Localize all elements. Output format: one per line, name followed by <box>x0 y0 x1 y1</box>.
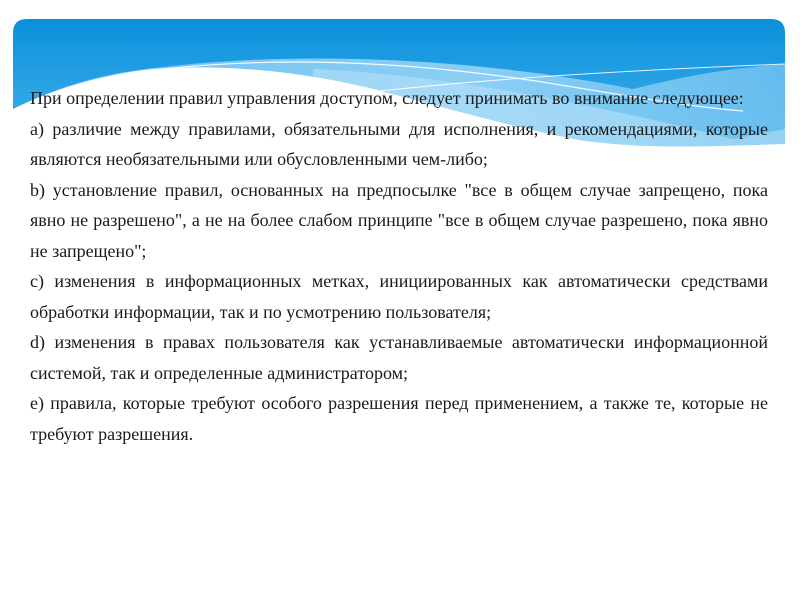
list-item-a: a) различие между правилами, обязательными для исполнения, и рекомендациями, которые являются необязательными или обусловленными чем-либо; <box>30 118 768 169</box>
list-item-b: b) установление правил, основанных на предпосылке "все в общем случае запрещено, пока явно не разрешено", а не на более слабом принципе "все в общем случае разрешено, пока явно не запрещено"; <box>30 179 768 261</box>
slide-body <box>30 83 768 449</box>
intro-paragraph: При определении правил управления доступом, следует принимать во внимание следующее: <box>30 88 744 108</box>
list-item-d: d) изменения в правах пользователя как устанавливаемые автоматически информационной системой, так и определенные администратором; <box>30 332 768 383</box>
list-item-e: e) правила, которые требуют особого разрешения перед применением, а также те, которые не требуют разрешения. <box>30 393 768 444</box>
list-item-c: c) изменения в информационных метках, инициированных как автоматически средствами обработки информации, так и по усмотрению пользователя; <box>30 271 768 322</box>
